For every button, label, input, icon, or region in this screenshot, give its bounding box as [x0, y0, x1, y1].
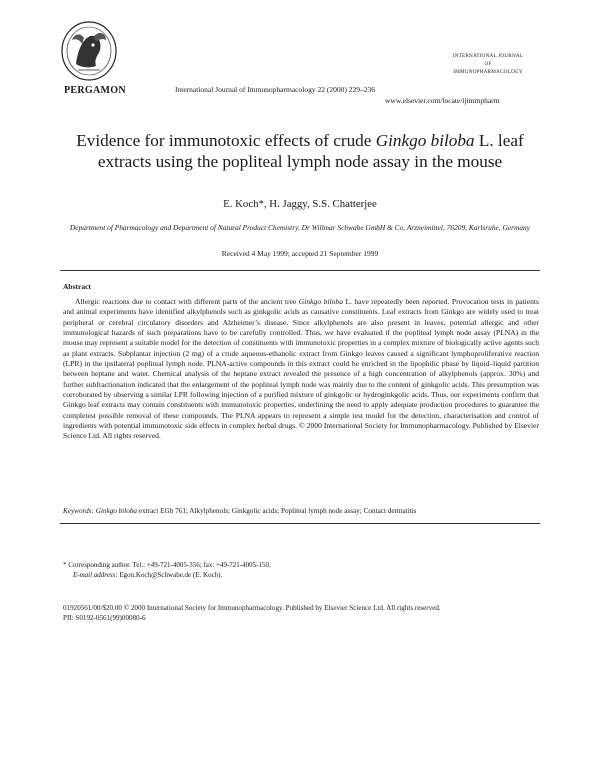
abstract-heading: Abstract: [63, 282, 91, 291]
journal-website-link[interactable]: www.elsevier.com/locate/ijimmpharm: [385, 96, 500, 105]
masthead-line-2: OF: [484, 61, 492, 67]
title-species: Ginkgo biloba: [375, 131, 475, 150]
received-dates: Received 4 May 1999; accepted 21 September 1999: [221, 249, 379, 258]
article-title: [70, 130, 530, 172]
journal-masthead: [428, 52, 548, 76]
corresponding-footnote: [63, 560, 293, 580]
masthead-line-1: INTERNATIONAL JOURNAL: [452, 53, 524, 59]
keywords-label: Keywords:: [63, 507, 94, 515]
masthead-line-3: IMMUNOPHARMACOLOGY: [453, 69, 523, 75]
corresponding-author: * Corresponding author. Tel.: +49-721-4005-356; fax: +49-721-4005-150.: [63, 561, 271, 569]
copyright-block: [63, 604, 539, 623]
publisher-logo-icon: [60, 20, 118, 82]
divider-top: [60, 270, 540, 271]
email-label: E-mail address:: [73, 571, 118, 579]
copyright-line: 01920561/00/$20.00 © 2000 International Society for Immunopharmacology. Published by Elsevier Science Ltd. All rights reserved.: [63, 604, 441, 612]
email-address[interactable]: Egon.Koch@Schwabe.de (E. Koch).: [117, 571, 223, 579]
keywords-list: extract EGb 761; Alkylphenols; Ginkgolic acids; Popliteal lymph node assay; Contact dermatitis: [137, 507, 417, 515]
title-part-1: Evidence for immunotoxic effects of crude: [76, 131, 376, 150]
journal-citation: International Journal of Immunopharmacology 22 (2000) 229–236: [175, 85, 375, 94]
keywords-species: Ginkgo biloba: [95, 507, 138, 515]
divider-bottom: [60, 523, 540, 524]
pii-line: PII: S0192-0561(99)00080-6: [63, 613, 146, 622]
abstract-species: Ginkgo biloba: [298, 297, 343, 306]
abstract-rest: L. have repeatedly been reported. Provocation tests in patients and animal experiments have identified alkylphenols such as ginkgolic acids as causative constituents. Leaf extracts from Ginkgo are widely used to treat peripheral or cerebral circulatory disorders and Alzheimer’s disease. Since alkylphenols are also present in leaves, potential allergic and other immunological hazards of such preparations have to be carefully controlled. Thus, we have evaluated if the popliteal lymph node assay (PLNA) in the mouse may represent a suitable model for the detection of constituents with immunotoxic properties in a complex mixture of biologically active agents such as plant extracts. Subplantar injection (2 mg) of a crude aqueous-ethanolic extract from Ginkgo leaves caused a significant lymphoproliferative reaction (LPR) in the ipsilateral popliteal lymph node. PLNA-active compounds in this extract could be enriched in the lipophilic phase by liquid–liquid partition between heptane and water. Chemical analysis of the heptane extract revealed the presence of a high concentration of alkylphenols (approx. 30%) and further subfractionation indicated that the enlargement of the popliteal lymph node was mainly due to the content of ginkgolic acids. This presumption was corroborated by observing a similar LPR following injection of a purified mixture of ginkgolic or hydroginkgolic acids. Thus, our experiments confirm that Ginkgo leaf extracts may contain constituents with immunotoxic properties, underlining the need to apply adequate production procedures to guarantee the completest possible removal of these compounds. The PLNA appears to represent a simple test model for the detection, characterisation and control of ingredients with potential immunotoxic side effects in complex herbal drugs. © 2000 International Society for Immunopharmacology. Published by Elsevier Science Ltd. All rights reserved.: [63, 297, 539, 441]
abstract-start: Allergic reactions due to contact with different parts of the ancient tree: [75, 297, 299, 306]
authors: E. Koch*, H. Jaggy, S.S. Chatterjee: [223, 198, 377, 210]
keywords: [63, 507, 539, 515]
abstract-text: [63, 297, 539, 442]
title-part-2: L. leaf extracts using the popliteal lymph node assay in the mouse: [97, 131, 524, 171]
affiliation: Department of Pharmacology and Department of Natural Product Chemistry, Dr Willmar Schwabe GmbH & Co, Arzneimittel, 76209, Karlsruhe, Germany: [69, 223, 531, 232]
publisher-name: PERGAMON: [64, 85, 126, 96]
